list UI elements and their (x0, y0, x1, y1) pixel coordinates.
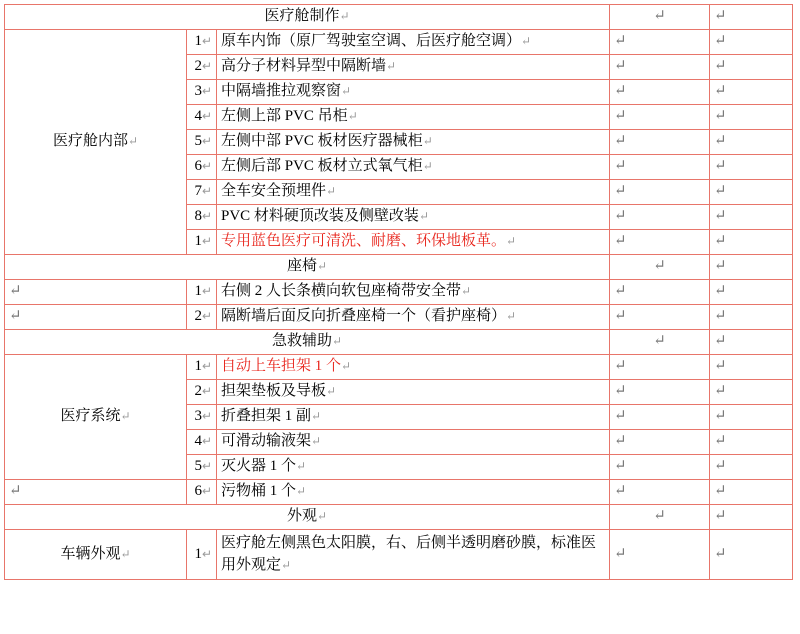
table-row (5, 5, 793, 30)
row-number (187, 55, 217, 80)
pilcrow-mark: ↵ (201, 209, 212, 224)
pilcrow-mark: ↵ (201, 384, 212, 399)
row-description (217, 180, 610, 205)
pilcrow-mark: ↵ (347, 109, 358, 124)
section-header-label: 座椅 (286, 258, 317, 275)
row-number (187, 455, 217, 480)
row-description-label: 可滑动输液架 (221, 433, 312, 450)
row-description-label: 隔断墙后面反向折叠座椅一个（看护座椅） (221, 308, 507, 325)
row-number-label: 5 (194, 458, 202, 475)
row-number-label: 2 (194, 58, 202, 75)
mark-cell: ↵ (710, 330, 793, 355)
category-label: 医疗系统 (60, 408, 121, 425)
row-description (217, 480, 610, 505)
pilcrow-mark: ↵ (386, 59, 397, 74)
table-row (5, 30, 793, 55)
section-header-medical-cabin (5, 5, 610, 30)
row-number-label: 6 (194, 483, 202, 500)
category-label: 医疗舱内部 (52, 133, 128, 150)
row-description (217, 205, 610, 230)
mark-cell: ↵ (610, 380, 710, 405)
pilcrow-mark: ↵ (331, 334, 343, 349)
row-description (217, 430, 610, 455)
pilcrow-mark: ↵ (296, 484, 307, 499)
row-number (187, 130, 217, 155)
row-description (217, 380, 610, 405)
pilcrow-mark: ↵ (201, 409, 212, 424)
row-description-highlighted (217, 355, 610, 380)
pilcrow-mark: ↵ (311, 409, 322, 424)
mark-cell: ↵ (710, 130, 793, 155)
mark-cell: ↵ (710, 380, 793, 405)
pilcrow-mark: ↵ (281, 557, 292, 572)
mark-cell: ↵ (710, 280, 793, 305)
table-row (5, 530, 793, 580)
row-description (217, 530, 610, 580)
mark-cell: ↵ (710, 355, 793, 380)
row-number (187, 205, 217, 230)
mark-cell: ↵ (610, 230, 710, 255)
row-description-label: 全车安全预埋件 (221, 183, 327, 200)
mark-cell: ↵ (610, 330, 710, 355)
mark-cell: ↵ (710, 80, 793, 105)
row-number (187, 480, 217, 505)
section-header-label: 医疗舱制作 (264, 8, 340, 25)
mark-cell: ↵ (710, 505, 793, 530)
pilcrow-mark: ↵ (341, 84, 352, 99)
pilcrow-mark: ↵ (201, 309, 212, 324)
row-description-label: 医疗舱左侧黑色太阳膜，右、后侧半透明磨砂膜，标准医用外观定 (221, 534, 597, 573)
pilcrow-mark: ↵ (201, 159, 212, 174)
row-description-label: 专用蓝色医疗可清洗、耐磨、环保地板革。 (221, 233, 507, 250)
mark-cell: ↵ (710, 530, 793, 580)
row-number (187, 155, 217, 180)
pilcrow-mark: ↵ (506, 234, 517, 249)
row-number-label: 1 (194, 33, 202, 50)
row-number-label: 1 (194, 358, 202, 375)
category-cell-empty: ↵ (5, 305, 187, 330)
section-header-first-aid (5, 330, 610, 355)
pilcrow-mark: ↵ (201, 459, 212, 474)
row-number (187, 230, 217, 255)
row-number-label: 4 (194, 433, 202, 450)
pilcrow-mark: ↵ (201, 484, 212, 499)
row-number (187, 105, 217, 130)
pilcrow-mark: ↵ (326, 384, 337, 399)
row-description (217, 305, 610, 330)
table-row (5, 505, 793, 530)
mark-cell: ↵ (710, 205, 793, 230)
specification-table (4, 4, 793, 580)
row-number-label: 6 (194, 158, 202, 175)
pilcrow-mark: ↵ (316, 259, 328, 274)
row-description (217, 30, 610, 55)
row-number (187, 30, 217, 55)
pilcrow-mark: ↵ (120, 546, 131, 561)
category-label: 车辆外观 (60, 545, 121, 562)
pilcrow-mark: ↵ (418, 209, 429, 224)
row-number-label: 2 (194, 383, 202, 400)
mark-cell: ↵ (610, 105, 710, 130)
mark-cell: ↵ (610, 80, 710, 105)
category-cell-interior (5, 30, 187, 255)
row-description-label: PVC 材料硬顶改装及侧壁改装 (221, 208, 419, 225)
pilcrow-mark: ↵ (506, 309, 517, 324)
mark-cell: ↵ (710, 55, 793, 80)
mark-cell: ↵ (610, 505, 710, 530)
row-description-label: 左侧中部 PVC 板材医疗器械柜 (221, 133, 423, 150)
pilcrow-mark: ↵ (461, 284, 472, 299)
row-number (187, 380, 217, 405)
pilcrow-mark: ↵ (201, 359, 212, 374)
pilcrow-mark: ↵ (120, 409, 131, 424)
pilcrow-mark: ↵ (422, 134, 433, 149)
row-number (187, 405, 217, 430)
row-number-label: 7 (194, 183, 202, 200)
mark-cell: ↵ (610, 280, 710, 305)
row-description-label: 左侧上部 PVC 吊柜 (221, 108, 348, 125)
pilcrow-mark: ↵ (201, 184, 212, 199)
mark-cell: ↵ (610, 255, 710, 280)
pilcrow-mark: ↵ (201, 109, 212, 124)
row-description-label: 折叠担架 1 副 (221, 408, 312, 425)
mark-cell: ↵ (610, 430, 710, 455)
category-cell-empty: ↵ (5, 480, 187, 505)
mark-cell: ↵ (610, 455, 710, 480)
row-number (187, 305, 217, 330)
pilcrow-mark: ↵ (201, 59, 212, 74)
table-row (5, 255, 793, 280)
row-number-label: 2 (194, 308, 202, 325)
row-description-label: 左侧后部 PVC 板材立式氧气柜 (221, 158, 423, 175)
pilcrow-mark: ↵ (127, 134, 139, 149)
row-description (217, 130, 610, 155)
pilcrow-mark: ↵ (339, 9, 350, 24)
mark-cell: ↵ (610, 305, 710, 330)
row-description-label: 高分子材料异型中隔断墙 (221, 58, 387, 75)
table-row (5, 305, 793, 330)
row-number-label: 1 (194, 233, 202, 250)
pilcrow-mark: ↵ (201, 134, 212, 149)
row-description-highlighted (217, 230, 610, 255)
pilcrow-mark: ↵ (316, 509, 328, 524)
row-number (187, 355, 217, 380)
pilcrow-mark: ↵ (521, 34, 532, 49)
row-description (217, 455, 610, 480)
mark-cell: ↵ (610, 30, 710, 55)
mark-cell: ↵ (610, 480, 710, 505)
mark-cell: ↵ (710, 105, 793, 130)
pilcrow-mark: ↵ (311, 434, 322, 449)
mark-cell: ↵ (610, 180, 710, 205)
row-description-label: 污物桶 1 个 (221, 483, 297, 500)
row-number (187, 280, 217, 305)
mark-cell: ↵ (610, 155, 710, 180)
category-cell-medical-system (5, 355, 187, 480)
row-description-label: 右侧 2 人长条横向软包座椅带安全带 (221, 283, 462, 300)
row-description-label: 自动上车担架 1 个 (221, 358, 342, 375)
row-description-label: 原车内饰（原厂驾驶室空调、后医疗舱空调） (221, 33, 522, 50)
mark-cell: ↵ (610, 405, 710, 430)
row-description (217, 405, 610, 430)
pilcrow-mark: ↵ (201, 434, 212, 449)
pilcrow-mark: ↵ (341, 359, 352, 374)
row-number (187, 430, 217, 455)
table-row (5, 280, 793, 305)
table-row (5, 330, 793, 355)
row-description-label: 灭火器 1 个 (221, 458, 297, 475)
mark-cell: ↵ (610, 5, 710, 30)
mark-cell: ↵ (710, 480, 793, 505)
mark-cell: ↵ (710, 180, 793, 205)
mark-cell: ↵ (710, 405, 793, 430)
mark-cell: ↵ (610, 130, 710, 155)
row-number-label: 8 (194, 208, 202, 225)
mark-cell: ↵ (710, 155, 793, 180)
table-row (5, 355, 793, 380)
row-number-label: 3 (194, 83, 202, 100)
mark-cell: ↵ (610, 205, 710, 230)
mark-cell: ↵ (710, 430, 793, 455)
mark-cell: ↵ (710, 230, 793, 255)
pilcrow-mark: ↵ (201, 546, 212, 561)
mark-cell: ↵ (710, 455, 793, 480)
category-cell-vehicle-exterior (5, 530, 187, 580)
section-header-label: 急救辅助 (271, 333, 332, 350)
row-description-label: 中隔墙推拉观察窗 (221, 83, 342, 100)
row-description (217, 105, 610, 130)
mark-cell: ↵ (610, 55, 710, 80)
pilcrow-mark: ↵ (422, 159, 433, 174)
pilcrow-mark: ↵ (296, 459, 307, 474)
row-number-label: 1 (194, 545, 202, 562)
section-header-seats (5, 255, 610, 280)
row-description (217, 280, 610, 305)
pilcrow-mark: ↵ (201, 234, 212, 249)
mark-cell: ↵ (610, 530, 710, 580)
pilcrow-mark: ↵ (201, 34, 212, 49)
row-number-label: 5 (194, 133, 202, 150)
row-number (187, 180, 217, 205)
row-description (217, 155, 610, 180)
row-description-label: 担架垫板及导板 (221, 383, 327, 400)
category-cell-empty: ↵ (5, 280, 187, 305)
section-header-label: 外观 (286, 508, 317, 525)
pilcrow-mark: ↵ (201, 284, 212, 299)
row-number (187, 80, 217, 105)
row-number-label: 3 (194, 408, 202, 425)
row-description (217, 80, 610, 105)
pilcrow-mark: ↵ (201, 84, 212, 99)
row-number-label: 4 (194, 108, 202, 125)
table-row (5, 480, 793, 505)
mark-cell: ↵ (710, 305, 793, 330)
mark-cell: ↵ (610, 355, 710, 380)
section-header-appearance (5, 505, 610, 530)
row-number (187, 530, 217, 580)
row-description (217, 55, 610, 80)
pilcrow-mark: ↵ (326, 184, 337, 199)
mark-cell: ↵ (710, 30, 793, 55)
row-number-label: 1 (194, 283, 202, 300)
mark-cell: ↵ (710, 255, 793, 280)
mark-cell: ↵ (710, 5, 793, 30)
